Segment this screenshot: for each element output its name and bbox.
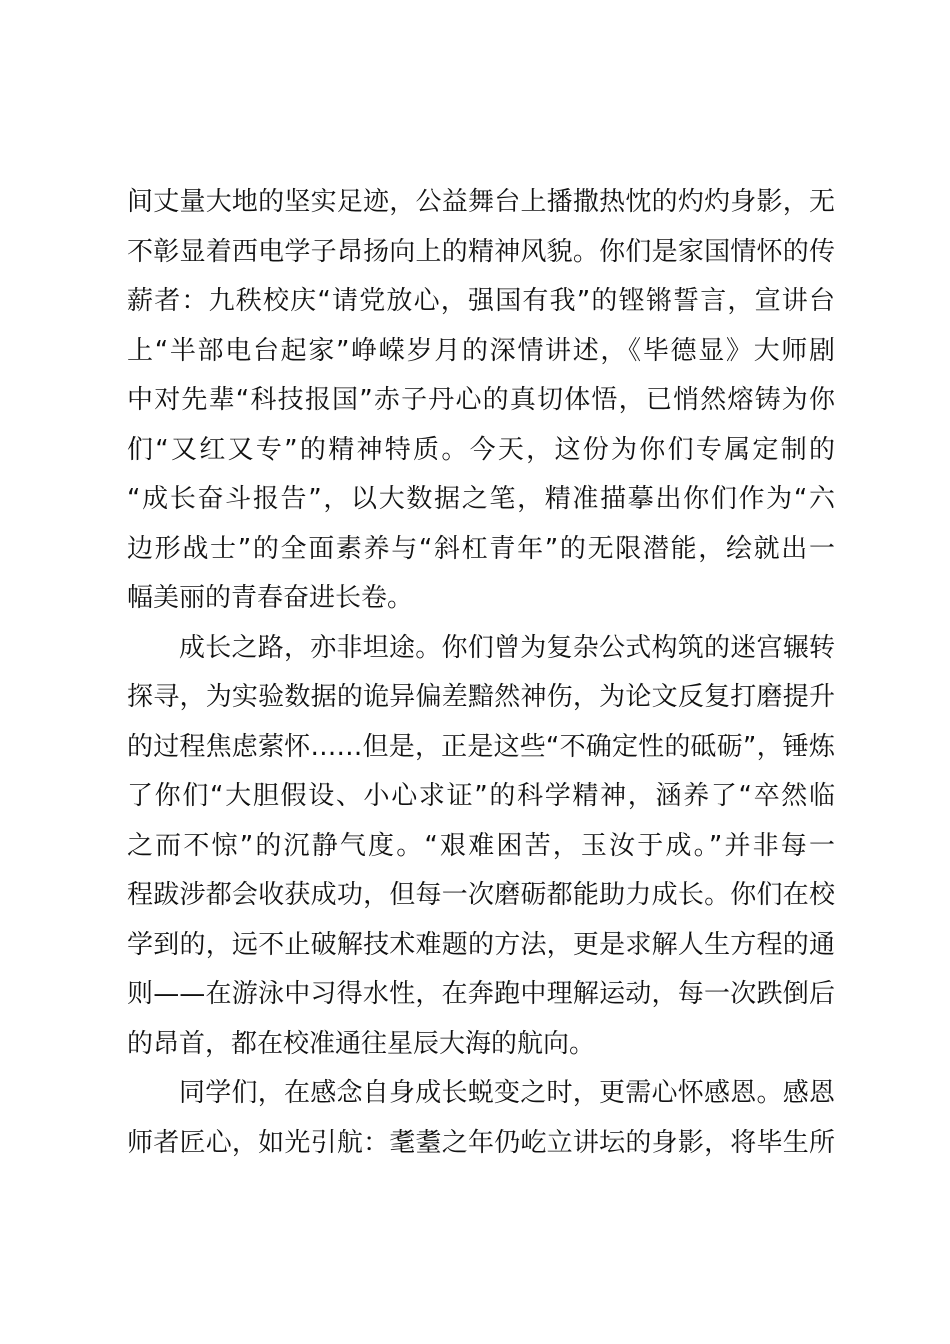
text-line: 同学们，在感念自身成长蜕变之时，更需心怀感恩。感恩 (179, 1078, 835, 1108)
text-line: 的过程焦虑萦怀……但是，正是这些“不确定性的砥砺”，锤炼 (127, 731, 835, 762)
text-line: 则——在游泳中习得水性，在奔跑中理解运动，每一次跌倒后 (127, 979, 835, 1009)
text-line: 上“半部电台起家”峥嵘岁月的深情讲述，《毕德显》大师剧 (127, 335, 835, 366)
text-line: 们“又红又专”的精神特质。今天，这份为你们专属定制的 (127, 434, 835, 465)
text-line: 不彰显着西电学子昂扬向上的精神风貌。你们是家国情怀的传 (127, 236, 835, 267)
text-line: 师者匠心，如光引航：耄耋之年仍屹立讲坛的身影，将毕生所 (127, 1127, 835, 1158)
body-text (127, 178, 835, 1168)
text-line: 探寻，为实验数据的诡异偏差黯然神伤，为论文反复打磨提升 (127, 682, 835, 712)
text-line: 间丈量大地的坚实足迹，公益舞台上播撒热忱的灼灼身影，无 (127, 187, 835, 217)
text-line: 边形战士”的全面素养与“斜杠青年”的无限潜能，绘就出一 (127, 533, 835, 564)
text-line: “成长奋斗报告”，以大数据之笔，精准描摹出你们作为“六 (127, 484, 835, 514)
text-line: 的昂首，都在校准通往星辰大海的航向。 (127, 1028, 596, 1059)
text-line: 幅美丽的青春奋进长卷。 (127, 583, 414, 613)
text-line: 中对先辈“科技报国”赤子丹心的真切体悟，已悄然熔铸为你 (127, 385, 835, 415)
text-line: 之而不惊”的沉静气度。“艰难困苦，玉汝于成。”并非每一 (127, 830, 835, 861)
text-line: 了你们“大胆假设、小心求证”的科学精神，涵养了“卒然临 (127, 781, 835, 811)
text-line: 薪者：九秩校庆“请党放心，强国有我”的铿锵誓言，宣讲台 (127, 286, 835, 316)
text-line: 程跋涉都会收获成功，但每一次磨砺都能助力成长。你们在校 (127, 880, 835, 910)
text-line: 学到的，远不止破解技术难题的方法，更是求解人生方程的通 (127, 929, 835, 960)
text-line: 成长之路，亦非坦途。你们曾为复杂公式构筑的迷宫辗转 (179, 632, 835, 663)
